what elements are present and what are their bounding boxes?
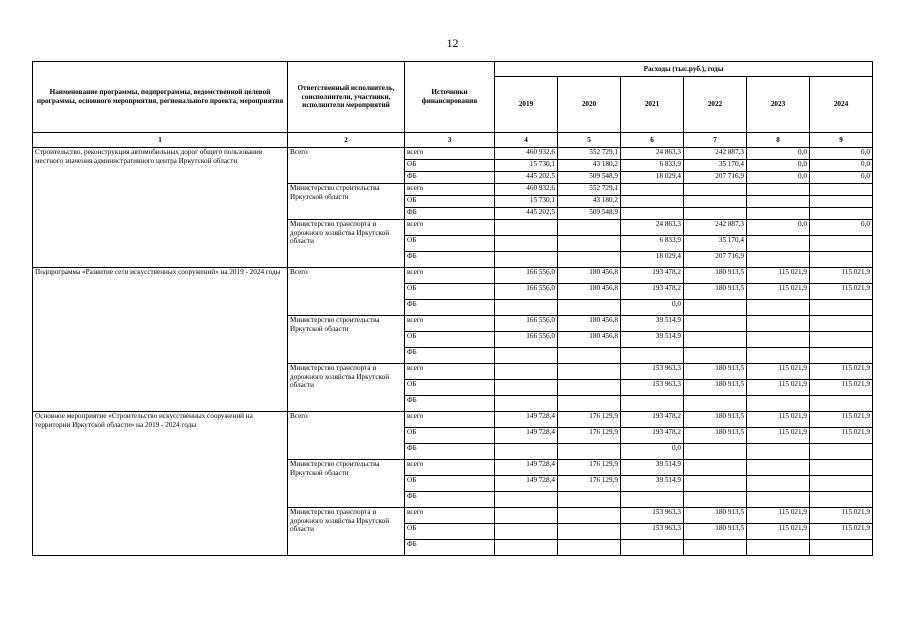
row-value [810, 184, 873, 196]
row-value: 207 716,9 [684, 172, 747, 184]
row-source: ФБ [405, 540, 495, 556]
row-value [684, 476, 747, 492]
row-value: 445 202,5 [495, 172, 558, 184]
row-value [558, 348, 621, 364]
row-value [747, 208, 810, 220]
row-value [621, 208, 684, 220]
row-value: 115 021,9 [810, 380, 873, 396]
row-source: ОБ [405, 284, 495, 300]
budget-table [32, 61, 873, 556]
row-value: 166 556,0 [495, 284, 558, 300]
row-value: 460 932,6 [495, 148, 558, 160]
row-value: 149 728,4 [495, 476, 558, 492]
row-source: ОБ [405, 236, 495, 252]
column-number: 7 [684, 133, 747, 148]
row-value: 115 021,9 [747, 508, 810, 524]
row-value [747, 332, 810, 348]
row-value: 153 963,3 [621, 508, 684, 524]
row-value: 509 548,9 [558, 208, 621, 220]
row-value: 0,0 [810, 172, 873, 184]
row-value [810, 196, 873, 208]
row-source: всего [405, 268, 495, 284]
row-value: 35 170,4 [684, 236, 747, 252]
row-value: 180 913,5 [684, 380, 747, 396]
row-value [495, 396, 558, 412]
header-year: 2022 [684, 77, 747, 133]
row-value: 0,0 [747, 160, 810, 172]
row-source: ОБ [405, 428, 495, 444]
row-value [684, 196, 747, 208]
row-value [810, 460, 873, 476]
row-value [558, 508, 621, 524]
row-value: 115 021,9 [810, 428, 873, 444]
row-source: ФБ [405, 492, 495, 508]
row-responsible: Министерство строительства Иркутской области [288, 460, 405, 508]
row-value: 180 456,8 [558, 284, 621, 300]
row-value: 18 029,4 [621, 172, 684, 184]
row-value [558, 236, 621, 252]
row-value: 43 180,2 [558, 196, 621, 208]
row-value: 0,0 [621, 444, 684, 460]
row-value [558, 444, 621, 460]
row-value: 149 728,4 [495, 412, 558, 428]
row-value [495, 524, 558, 540]
row-source: ФБ [405, 300, 495, 316]
row-value: 445 202,5 [495, 208, 558, 220]
row-value: 176 129,9 [558, 460, 621, 476]
row-value: 180 913,5 [684, 524, 747, 540]
row-name: Подпрограмма «Развитие сети искусственных сооружений» на 2019 - 2024 годы [33, 268, 288, 412]
row-value: 15 730,1 [495, 196, 558, 208]
row-name: Основное мероприятие «Строительство искусственных сооружений на территории Иркутской области» на 2019 - 2024 годы [33, 412, 288, 556]
row-value: 39 514,9 [621, 316, 684, 332]
row-value: 180 913,5 [684, 428, 747, 444]
row-value [495, 236, 558, 252]
row-value: 193 478,2 [621, 284, 684, 300]
row-value [810, 332, 873, 348]
column-number: 4 [495, 133, 558, 148]
row-value: 242 887,3 [684, 148, 747, 160]
row-value [684, 348, 747, 364]
row-value [684, 316, 747, 332]
column-number: 3 [405, 133, 495, 148]
row-value [495, 492, 558, 508]
row-source: ОБ [405, 332, 495, 348]
row-responsible: Министерство транспорта и дорожного хозяйства Иркутской области [288, 508, 405, 556]
row-value: 0,0 [747, 148, 810, 160]
row-value [684, 300, 747, 316]
row-value: 180 456,8 [558, 316, 621, 332]
row-value: 180 913,5 [684, 268, 747, 284]
row-value [621, 196, 684, 208]
row-value [558, 300, 621, 316]
row-value: 207 716,9 [684, 252, 747, 268]
row-value [810, 300, 873, 316]
row-value: 39 514,9 [621, 476, 684, 492]
row-value [747, 492, 810, 508]
row-value [684, 444, 747, 460]
row-responsible: Министерство строительства Иркутской области [288, 184, 405, 220]
row-value: 509 548,9 [558, 172, 621, 184]
row-value [810, 236, 873, 252]
row-value [684, 208, 747, 220]
row-value: 115 021,9 [810, 284, 873, 300]
row-value [495, 508, 558, 524]
row-value [747, 460, 810, 476]
row-value: 180 456,8 [558, 268, 621, 284]
row-value: 460 932,6 [495, 184, 558, 196]
row-source: ФБ [405, 172, 495, 184]
row-responsible: Министерство транспорта и дорожного хозяйства Иркутской области [288, 220, 405, 268]
row-source: ОБ [405, 380, 495, 396]
row-value: 149 728,4 [495, 460, 558, 476]
row-value [747, 476, 810, 492]
row-value: 153 963,3 [621, 524, 684, 540]
column-number: 2 [288, 133, 405, 148]
row-value: 115 021,9 [747, 428, 810, 444]
row-value [747, 396, 810, 412]
header-year: 2023 [747, 77, 810, 133]
row-source: ОБ [405, 160, 495, 172]
row-source: ФБ [405, 348, 495, 364]
table-row [33, 148, 873, 160]
row-value: 115 021,9 [747, 364, 810, 380]
row-value [684, 396, 747, 412]
row-value [684, 184, 747, 196]
row-value: 153 963,3 [621, 380, 684, 396]
table-row [33, 412, 873, 428]
row-value: 24 863,3 [621, 220, 684, 236]
row-value: 180 913,5 [684, 284, 747, 300]
row-source: всего [405, 508, 495, 524]
row-value [810, 492, 873, 508]
row-value [747, 348, 810, 364]
row-value [495, 364, 558, 380]
row-value [684, 540, 747, 556]
row-value: 115 021,9 [810, 524, 873, 540]
row-value: 180 913,5 [684, 364, 747, 380]
column-number: 8 [747, 133, 810, 148]
row-value: 193 478,2 [621, 412, 684, 428]
row-value [747, 252, 810, 268]
row-source: всего [405, 148, 495, 160]
row-value [747, 316, 810, 332]
row-value: 115 021,9 [747, 412, 810, 428]
table-header [33, 62, 873, 148]
row-responsible: Всего [288, 148, 405, 184]
row-value [810, 316, 873, 332]
row-value: 6 833,9 [621, 160, 684, 172]
row-value: 115 021,9 [810, 508, 873, 524]
row-value [747, 300, 810, 316]
row-source: ОБ [405, 196, 495, 208]
row-value: 242 887,3 [684, 220, 747, 236]
row-value: 43 180,2 [558, 160, 621, 172]
row-value: 115 021,9 [810, 268, 873, 284]
row-value [810, 444, 873, 460]
row-source: всего [405, 184, 495, 196]
row-responsible: Всего [288, 412, 405, 460]
row-value [810, 208, 873, 220]
row-value: 193 478,2 [621, 428, 684, 444]
row-source: ОБ [405, 524, 495, 540]
row-value [621, 184, 684, 196]
row-source: всего [405, 460, 495, 476]
row-source: ОБ [405, 476, 495, 492]
header-year: 2021 [621, 77, 684, 133]
row-responsible: Министерство транспорта и дорожного хозяйства Иркутской области [288, 364, 405, 412]
row-value [621, 540, 684, 556]
row-value: 115 021,9 [747, 380, 810, 396]
row-source: всего [405, 220, 495, 236]
row-value: 115 021,9 [747, 268, 810, 284]
row-value [810, 396, 873, 412]
row-value: 35 170,4 [684, 160, 747, 172]
row-value [810, 252, 873, 268]
row-value [810, 476, 873, 492]
header-name: Наименование программы, подпрограммы, ведомственной целевой программы, основного мероприятия, регионального проекта, мероприятия [33, 62, 288, 133]
column-number: 1 [33, 133, 288, 148]
row-value: 176 129,9 [558, 476, 621, 492]
row-value [810, 540, 873, 556]
row-value [558, 492, 621, 508]
row-value [621, 348, 684, 364]
row-source: всего [405, 364, 495, 380]
row-value [747, 540, 810, 556]
header-year: 2024 [810, 77, 873, 133]
row-value: 15 730,1 [495, 160, 558, 172]
row-value: 115 021,9 [747, 524, 810, 540]
row-value [684, 492, 747, 508]
row-value: 115 021,9 [810, 412, 873, 428]
header-expenses: Расходы (тыс.руб.), годы [495, 62, 873, 77]
row-value [810, 348, 873, 364]
table-row [33, 268, 873, 284]
row-source: всего [405, 316, 495, 332]
row-value: 552 729,1 [558, 184, 621, 196]
row-value: 0,0 [747, 172, 810, 184]
row-source: всего [405, 412, 495, 428]
row-value [495, 348, 558, 364]
row-value [747, 444, 810, 460]
row-value [495, 380, 558, 396]
row-value [621, 396, 684, 412]
row-source: ФБ [405, 252, 495, 268]
row-value: 552 729,1 [558, 148, 621, 160]
row-value [558, 396, 621, 412]
row-source: ФБ [405, 396, 495, 412]
table-body [33, 148, 873, 556]
row-value [558, 524, 621, 540]
row-value: 18 029,4 [621, 252, 684, 268]
row-value: 6 833,9 [621, 236, 684, 252]
header-responsible: Ответственный исполнитель, соисполнители, участники, исполнители мероприятий [288, 62, 405, 133]
row-source: ФБ [405, 208, 495, 220]
column-number: 9 [810, 133, 873, 148]
row-value [495, 444, 558, 460]
row-value [747, 196, 810, 208]
page-number: 12 [446, 36, 459, 50]
row-source: ФБ [405, 444, 495, 460]
row-value: 0,0 [747, 220, 810, 236]
row-value: 166 556,0 [495, 268, 558, 284]
row-responsible: Всего [288, 268, 405, 316]
column-numbers-row [33, 133, 873, 148]
row-value: 153 963,3 [621, 364, 684, 380]
row-value: 0,0 [810, 160, 873, 172]
row-value: 24 863,3 [621, 148, 684, 160]
row-value [747, 236, 810, 252]
row-value: 180 913,5 [684, 412, 747, 428]
row-value: 180 913,5 [684, 508, 747, 524]
row-value: 39 514,9 [621, 332, 684, 348]
row-value [495, 300, 558, 316]
column-number: 5 [558, 133, 621, 148]
row-value [558, 220, 621, 236]
row-value: 193 478,2 [621, 268, 684, 284]
header-year: 2020 [558, 77, 621, 133]
row-value [558, 380, 621, 396]
row-value [621, 492, 684, 508]
row-value: 149 728,4 [495, 428, 558, 444]
row-value [495, 220, 558, 236]
row-value: 115 021,9 [747, 284, 810, 300]
row-value: 0,0 [810, 148, 873, 160]
row-value [495, 252, 558, 268]
row-value [684, 460, 747, 476]
row-value: 39 514,9 [621, 460, 684, 476]
row-value [495, 540, 558, 556]
row-value: 166 556,0 [495, 316, 558, 332]
row-value: 176 129,9 [558, 428, 621, 444]
row-value: 115 021,9 [810, 364, 873, 380]
row-value [558, 364, 621, 380]
row-value: 180 456,8 [558, 332, 621, 348]
header-year: 2019 [495, 77, 558, 133]
row-value [747, 184, 810, 196]
row-value: 0,0 [810, 220, 873, 236]
row-value [558, 252, 621, 268]
column-number: 6 [621, 133, 684, 148]
row-value: 0,0 [621, 300, 684, 316]
row-name: Строительство, реконструкция автомобильных дорог общего пользования местного значения административного центра Иркутской области [33, 148, 288, 268]
row-value: 166 556,0 [495, 332, 558, 348]
header-sources: Источники финансирования [405, 62, 495, 133]
row-value: 176 129,9 [558, 412, 621, 428]
row-value [684, 332, 747, 348]
row-responsible: Министерство строительства Иркутской области [288, 316, 405, 364]
row-value [558, 540, 621, 556]
